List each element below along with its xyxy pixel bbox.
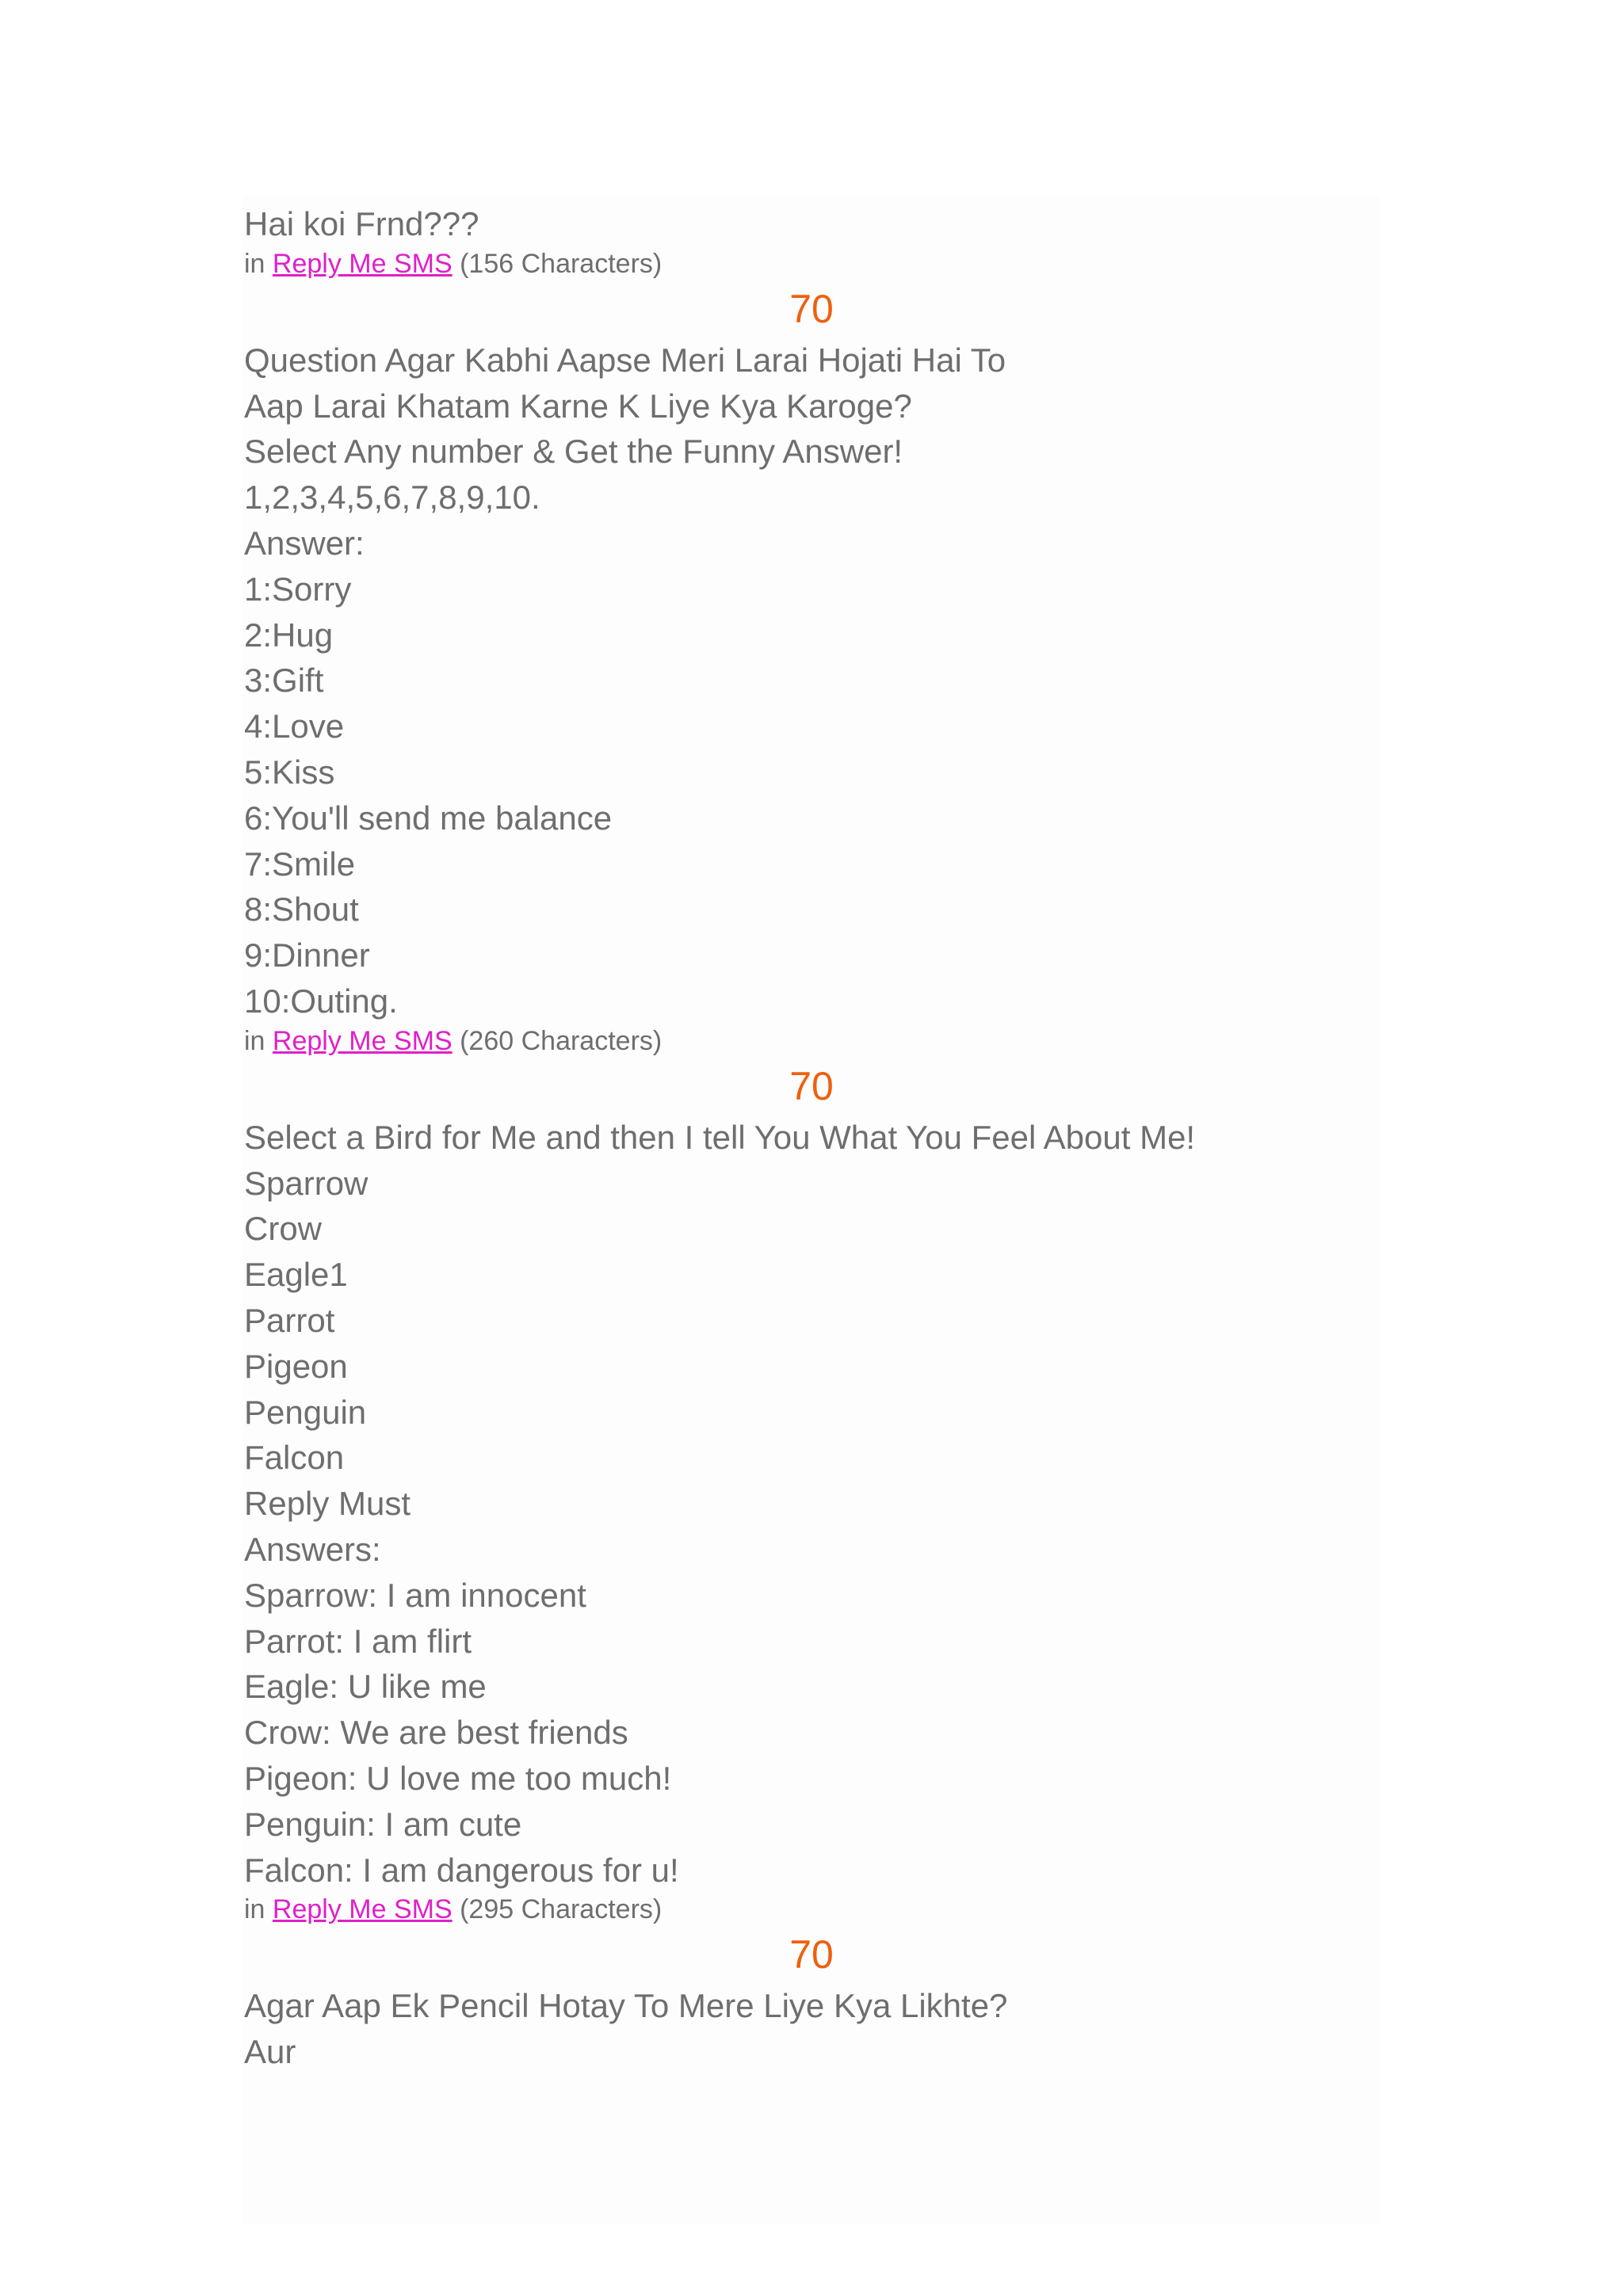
sms-text-line: 6:You'll send me balance (244, 799, 613, 837)
sms-text-line: 10:Outing. (244, 982, 398, 1020)
sms-text-line: Pigeon: U love me too much! (244, 1759, 672, 1797)
sms-text-line: 1,2,3,4,5,6,7,8,9,10. (244, 479, 540, 517)
category-link[interactable]: Reply Me SMS (272, 248, 453, 279)
sms-meta (244, 1024, 1377, 1058)
sms-text-line: Falcon: I am dangerous for u! (244, 1851, 679, 1889)
sms-text-line: 2:Hug (244, 616, 334, 654)
sms-text-line: Agar Aap Ek Pencil Hotay To Mere Liye Kya Likhte? (244, 1987, 1008, 2025)
sms-entry (244, 1058, 1377, 1927)
sms-text-line: 9:Dinner (244, 936, 370, 974)
sms-text-line: Hai koi Frnd??? (244, 205, 479, 242)
sms-text-line: Question Agar Kabhi Aapse Meri Larai Hojati Hai To (244, 341, 1006, 379)
sms-text-line: 4:Love (244, 707, 345, 746)
sms-text-line: Sparrow (244, 1164, 369, 1202)
sms-text-line: Penguin (244, 1393, 367, 1431)
sms-text-line: Reply Must (244, 1485, 411, 1523)
sms-text-line: Eagle: U like me (244, 1668, 487, 1706)
sms-text-line: 8:Shout (244, 891, 359, 929)
category-prefix: in (244, 248, 265, 279)
character-count-badge: 70 (789, 1063, 834, 1108)
character-count-text: (156 Characters) (460, 248, 663, 279)
sms-text-line: Falcon (244, 1439, 345, 1477)
sms-meta (244, 1893, 1377, 1926)
sms-text-line: Penguin: I am cute (244, 1805, 522, 1843)
category-link[interactable]: Reply Me SMS (272, 1025, 453, 1056)
sms-entry (244, 280, 1377, 1058)
sms-text-line: Select Any number & Get the Funny Answer! (244, 433, 903, 471)
sms-list (244, 201, 1377, 2075)
sms-text-line: Crow (244, 1210, 323, 1248)
sms-entry (244, 201, 1377, 280)
sms-text-line: Aap Larai Khatam Karne K Liye Kya Karoge? (244, 387, 912, 425)
sms-text-line: Answers: (244, 1530, 381, 1568)
category-prefix: in (244, 1894, 265, 1925)
sms-text-line: 3:Gift (244, 662, 324, 700)
sms-text-line: Answer: (244, 524, 365, 562)
category-link[interactable]: Reply Me SMS (272, 1894, 453, 1925)
sms-text-line: Parrot (244, 1301, 335, 1339)
sms-text-line: Select a Bird for Me and then I tell You What You Feel About Me! (244, 1118, 1196, 1156)
category-prefix: in (244, 1025, 265, 1056)
sms-text-line: Eagle1 (244, 1256, 348, 1294)
sms-text-line: Aur (244, 2033, 296, 2071)
sms-text-line: Crow: We are best friends (244, 1714, 628, 1752)
sms-text-line: 1:Sorry (244, 570, 352, 608)
sms-text-line: Sparrow: I am innocent (244, 1576, 586, 1614)
sms-entry (244, 1926, 1377, 2075)
sms-text-line: 7:Smile (244, 845, 356, 883)
sms-text-line: Parrot: I am flirt (244, 1622, 472, 1660)
character-count-badge: 70 (789, 1932, 834, 1978)
character-count-badge: 70 (789, 286, 834, 331)
character-count-text: (295 Characters) (460, 1894, 663, 1925)
character-count-text: (260 Characters) (460, 1025, 663, 1056)
sms-meta (244, 247, 1377, 280)
sms-text-line: 5:Kiss (244, 753, 335, 791)
sms-text-line: Pigeon (244, 1347, 348, 1385)
